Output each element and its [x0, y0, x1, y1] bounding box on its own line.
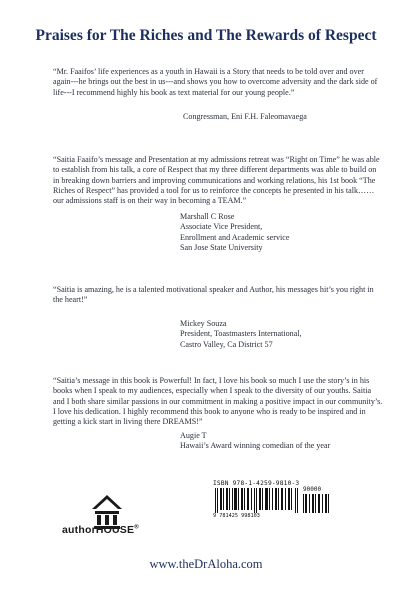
attribution-line: Marshall C Rose: [180, 212, 235, 221]
publisher-name: authorHOUSE®: [62, 524, 139, 536]
testimonial-attribution-3: [180, 319, 302, 350]
attribution-line: Enrollment and Academic service: [180, 232, 290, 242]
barcode-icon: [215, 488, 299, 513]
page-title: Praises for The Riches and The Rewards of Respect: [35, 27, 377, 44]
attribution-line: Associate Vice President,: [180, 222, 263, 232]
testimonial-quote-3: “Saitia is amazing, he is a talented motivational speaker and Author, his messages hit’s you right in the heart!”: [53, 285, 374, 305]
attribution-line: Congressman, Eni F.H. Faleomavaega: [183, 112, 307, 121]
testimonial-quote-4: “Saitia’s message in this book is Powerful! In fact, I love his book so much I use the story’s in his books when I speak to my audiences, especially when I speak to the diversity of our youths. Saitia and I both share similar passions in our commitment in making a positive impact in our community’s. I love his dedication. I highly recommend this book to anyone who is ready to be inspired and in getting a kick start in living there DREAMS!”: [53, 376, 383, 427]
isbn-label: ISBN 978-1-4259-9810-3: [213, 480, 300, 487]
testimonial-quote-1: “Mr. Faaifos’ life experiences as a youth in Hawaii is a Story that needs to be told over and over again---he brings out the best in us---and shows you how to overcome adversity and the dark side of life---I recommend highly his book as text material for our young people.”: [53, 67, 378, 97]
price-code: 90000: [303, 486, 322, 493]
website-link[interactable]: www.theDrAloha.com: [149, 557, 263, 571]
isbn-barcode: [213, 480, 330, 520]
attribution-line: Augie T: [180, 431, 207, 440]
testimonial-attribution-4: [180, 431, 330, 452]
attribution-line: Hawaii’s Award winning comedian of the year: [180, 441, 331, 451]
attribution-line: San Jose State University: [180, 243, 263, 253]
attribution-line: Mickey Souza: [180, 319, 227, 328]
attribution-line: President, Toastmasters International,: [180, 329, 302, 339]
testimonial-attribution-2: [180, 212, 289, 254]
barcode-digits: 9 781425 998103: [213, 513, 260, 519]
testimonial-quote-2: “Saitia Faaifo’s message and Presentation at my admissions retreat was “Right on Time” he was able to establish from his talk, a core of Respect that my three different departments was able to build on in breaking down barriers and improving communications and working relations, his 1st book “The Riches of Respect” has provided a tool for us to reinforce the concepts he presented in his talk…… our admissions staff is on their way in becoming a TEAM.”: [53, 155, 380, 206]
testimonial-attribution-1: [183, 112, 307, 122]
attribution-line: Castro Valley, Ca District 57: [180, 339, 273, 349]
price-barcode-icon: [303, 494, 329, 513]
